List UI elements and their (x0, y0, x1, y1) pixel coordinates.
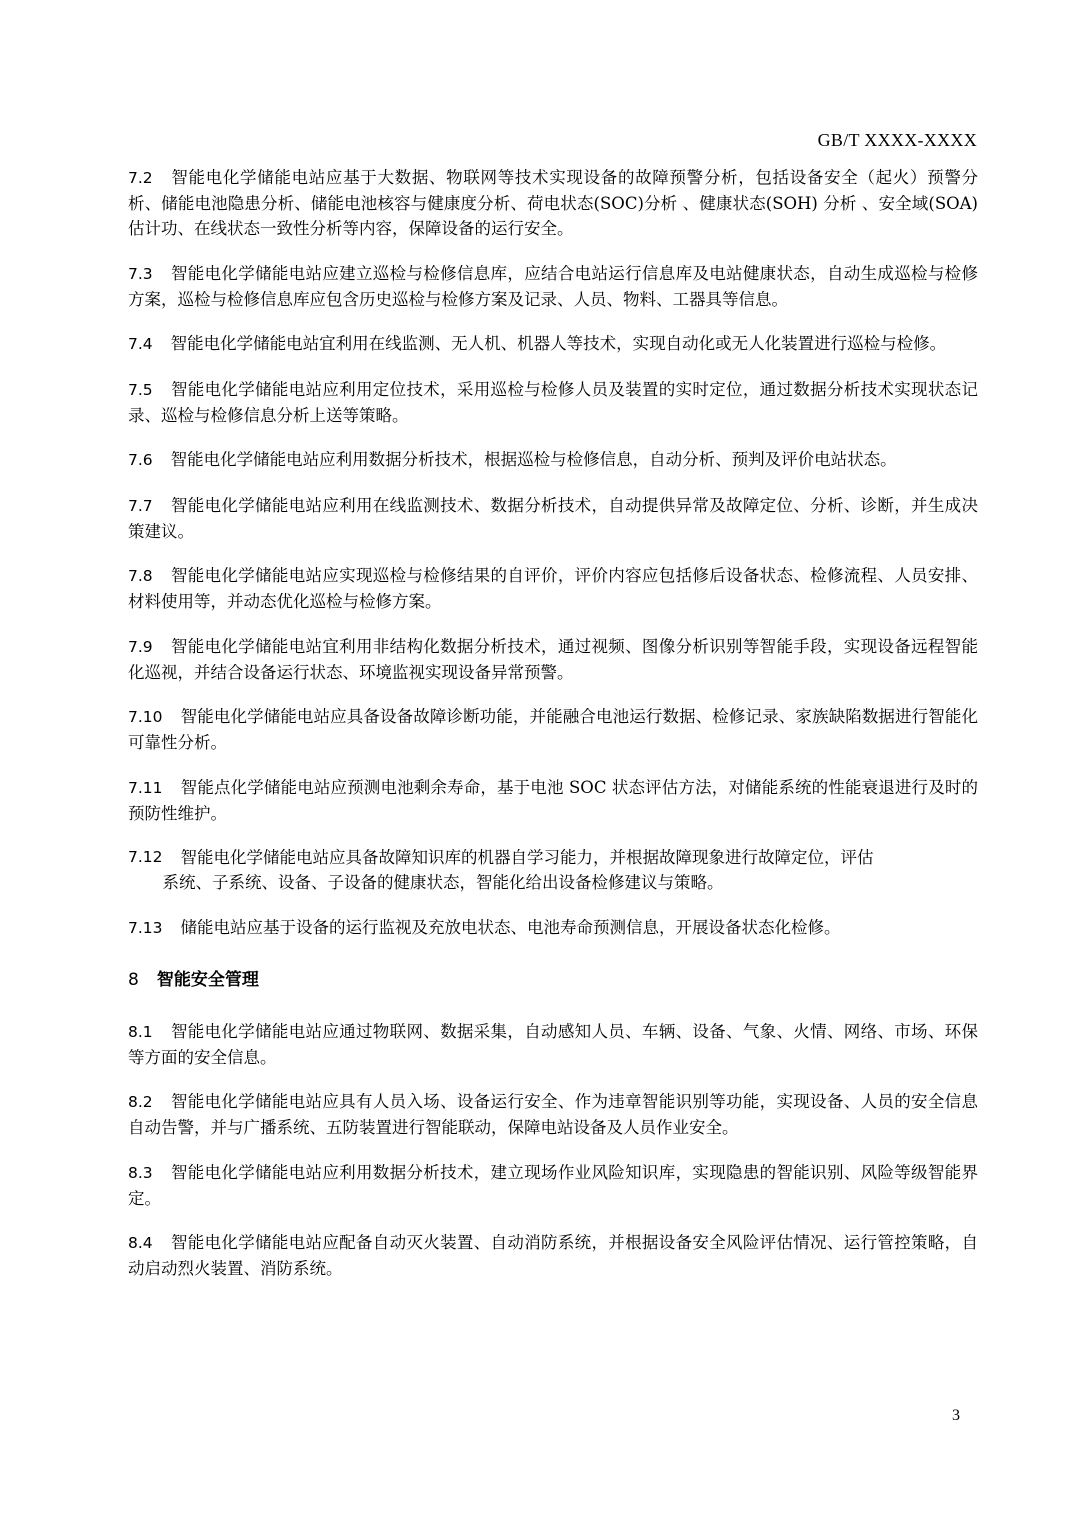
clause-number: 7.9 (128, 637, 153, 656)
clause-number: 7.3 (128, 264, 153, 283)
clause-text: 智能电化学储能电站应利用定位技术，采用巡检与检修人员及装置的实时定位，通过数据分析技术实现状态记录、巡检与检修信息分析上送等策略。 (128, 379, 978, 425)
clause-8-2 (128, 1089, 978, 1140)
document-body (128, 165, 978, 1301)
section-number: 8 (128, 969, 139, 990)
clause-text: 智能电化学储能电站宜利用在线监测、无人机、机器人等技术，实现自动化或无人化装置进行巡检与检修。 (170, 334, 947, 353)
clause-text: 智能点化学储能电站应预测电池剩余寿命，基于电池 SOC 状态评估方法，对储能系统的性能衰退进行及时的预防性维护。 (128, 777, 978, 823)
clause-number: 7.7 (128, 496, 153, 515)
section-title: 智能安全管理 (156, 969, 259, 990)
clause-7-5 (128, 377, 978, 428)
clause-number: 7.13 (128, 918, 163, 937)
clause-8-1 (128, 1019, 978, 1070)
clause-number: 7.2 (128, 169, 153, 187)
clause-number: 8.1 (128, 1022, 153, 1041)
clause-number: 7.10 (128, 708, 163, 726)
clause-number: 7.6 (128, 451, 153, 469)
clause-7-9 (128, 634, 978, 685)
clause-text: 智能电化学储能电站应利用数据分析技术，建立现场作业风险知识库，实现隐患的智能识别、风险等级智能界定。 (128, 1162, 978, 1208)
clause-text: 智能电化学储能电站应利用数据分析技术，根据巡检与检修信息，自动分析、预判及评价电站状态。 (170, 450, 897, 469)
clause-text-line-1: 智能电化学储能电站应具备故障知识库的机器自学习能力，并根据故障现象进行故障定位，评估 (180, 848, 874, 867)
clause-7-8 (128, 563, 978, 614)
document-code: GB/T XXXX-XXXX (817, 130, 977, 150)
clause-number: 7.11 (128, 778, 163, 797)
clause-7-2 (128, 165, 978, 241)
section-heading-8 (128, 968, 978, 993)
clause-number: 8.4 (128, 1234, 153, 1252)
clause-number: 8.3 (128, 1163, 153, 1182)
clause-text (162, 845, 978, 895)
clause-number: 7.12 (128, 848, 163, 866)
clause-text: 智能电化学储能电站应实现巡检与检修结果的自评价，评价内容应包括修后设备状态、检修流程、人员安排、材料使用等，并动态优化巡检与检修方案。 (128, 566, 978, 611)
clause-text: 智能电化学储能电站应具有人员入场、设备运行安全、作为违章智能识别等功能，实现设备、人员的安全信息自动告警，并与广播系统、五防装置进行智能联动，保障电站设备及人员作业安全。 (128, 1092, 978, 1137)
clause-text: 储能电站应基于设备的运行监视及充放电状态、电池寿命预测信息，开展设备状态化检修。 (180, 917, 841, 937)
clause-text: 智能电化学储能电站应配备自动灭火装置、自动消防系统，并根据设备安全风险评估情况、运行管控策略，自动启动烈火装置、消防系统。 (128, 1233, 978, 1278)
clause-7-6 (128, 447, 978, 473)
clause-number: 8.2 (128, 1093, 153, 1111)
clause-text: 智能电化学储能电站应利用在线监测技术、数据分析技术，自动提供异常及故障定位、分析、诊断，并生成决策建议。 (128, 495, 978, 541)
clause-7-4 (128, 331, 978, 357)
clause-text: 智能电化学储能电站应具备设备故障诊断功能，并能融合电池运行数据、检修记录、家族缺陷数据进行智能化可靠性分析。 (128, 707, 978, 752)
clause-text: 智能电化学储能电站应建立巡检与检修信息库，应结合电站运行信息库及电站健康状态，自动生成巡检与检修方案，巡检与检修信息库应包含历史巡检与检修方案及记录、人员、物料、工器具等信息。 (128, 263, 978, 309)
clause-8-4 (128, 1230, 978, 1281)
clause-text-line-2: 系统、子系统、设备、子设备的健康状态，智能化给出设备检修建议与策略。 (162, 873, 724, 892)
clause-number: 7.8 (128, 567, 153, 585)
clause-7-7 (128, 493, 978, 544)
clause-text: 智能电化学储能电站应基于大数据、物联网等技术实现设备的故障预警分析，包括设备安全（起火）预警分析、储能电池隐患分析、储能电池核容与健康度分析、荷电状态(SOC)分析 、健康状态(SOH) 分析 、安全域(SOA)估计功、在线状态一致性分析等内容，保障设备的运行安全。 (128, 168, 978, 238)
clause-text: 智能电化学储能电站应通过物联网、数据采集，自动感知人员、车辆、设备、气象、火情、网络、市场、环保等方面的安全信息。 (128, 1021, 978, 1067)
page-number: 3 (952, 1407, 960, 1424)
clause-7-10 (128, 704, 978, 755)
clause-number: 7.4 (128, 335, 153, 353)
clause-number: 7.5 (128, 380, 153, 399)
clause-7-12 (128, 845, 978, 895)
clause-7-13 (128, 915, 978, 941)
clause-text: 智能电化学储能电站宜利用非结构化数据分析技术，通过视频、图像分析识别等智能手段，实现设备远程智能化巡视，并结合设备运行状态、环境监视实现设备异常预警。 (128, 636, 978, 682)
clause-8-3 (128, 1160, 978, 1211)
clause-7-3 (128, 261, 978, 312)
clause-7-11 (128, 775, 978, 826)
